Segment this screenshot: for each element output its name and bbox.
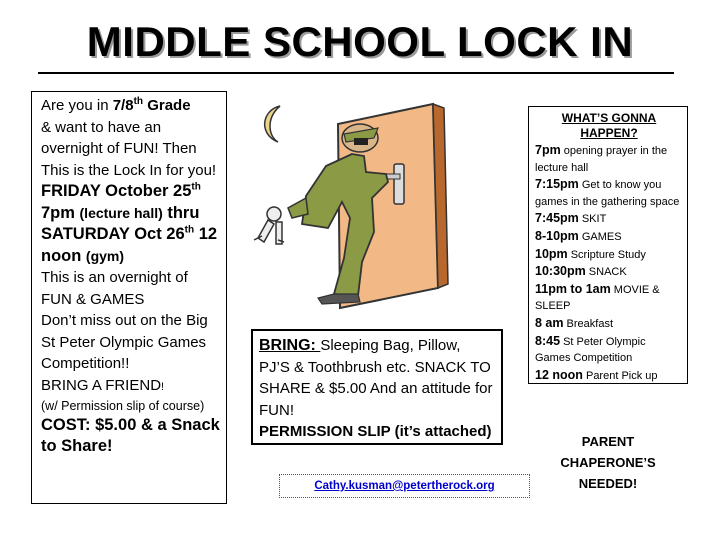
schedule-row <box>535 333 683 367</box>
schedule-event: Scripture Study <box>567 248 646 261</box>
schedule-heading: WHAT’S GONNA HAPPEN? <box>561 111 657 140</box>
friday-suffix: th <box>191 181 201 193</box>
saturday-suffix: th <box>184 224 195 236</box>
fun-text: & want to have an overnight of FUN! Then This is the Lock In for you! <box>41 118 217 179</box>
permission-note: (w/ Permission slip of course) <box>41 399 205 413</box>
door-handle-icon <box>394 164 404 204</box>
grade-number: 7/8 <box>112 97 134 114</box>
schedule-event: Parent Pick up <box>582 369 658 382</box>
permission-slip-text: PERMISSION SLIP (it’s attached) <box>259 423 492 440</box>
olympic-text: Don’t miss out on the Big St Peter Olympic Games Competition!! <box>41 312 208 372</box>
title-underline <box>38 72 674 74</box>
friend-text: BRING A FRIEND <box>41 376 162 394</box>
schedule-row <box>535 315 683 333</box>
saturday-date: SATURDAY Oct 26 <box>41 225 185 243</box>
thru-word: thru <box>162 203 200 222</box>
schedule-time: 10pm <box>535 246 568 261</box>
friday-date: FRIDAY October 25 <box>41 182 192 200</box>
cost-text: COST: $5.00 & a Snack to Share! <box>41 416 220 455</box>
schedule-time: 7:15pm <box>535 177 579 192</box>
schedule-time: 12 noon <box>535 367 583 382</box>
overnight-text: This is an overnight of FUN & GAMES <box>41 269 188 308</box>
intro-box <box>31 91 227 504</box>
moon-icon <box>265 106 280 142</box>
friend-line <box>41 375 221 399</box>
friday-time: 7pm <box>41 203 80 222</box>
grade-line <box>41 95 221 117</box>
schedule-event: St Peter Olympic Games Competition <box>535 335 646 365</box>
saturday-place: (gym) <box>85 247 125 264</box>
schedule-time: 8:45 <box>535 333 561 348</box>
schedule-event: Breakfast <box>563 317 614 330</box>
friday-place: (lecture hall) <box>79 204 163 221</box>
keys-icon <box>254 207 284 244</box>
schedule-event: Get to know you games in the gathering space <box>535 179 680 208</box>
schedule-row <box>535 176 683 210</box>
schedule-event: SKIT <box>578 213 607 226</box>
bring-label: BRING: <box>259 337 321 354</box>
email-link[interactable]: Cathy.kusman@petertherock.org <box>279 474 530 498</box>
schedule-time: 8 am <box>535 315 564 330</box>
schedule-event: SNACK <box>585 266 627 279</box>
schedule-event: MOVIE & SLEEP <box>535 283 660 313</box>
event-dates <box>41 181 221 267</box>
grade-prefix: Are you in <box>41 97 113 114</box>
schedule-time: 8-10pm <box>535 228 579 243</box>
schedule-row <box>535 142 683 176</box>
bring-box <box>251 329 503 445</box>
saturday-time: 12 noon <box>41 225 218 265</box>
schedule-row <box>535 210 683 228</box>
schedule-time: 10:30pm <box>535 264 586 279</box>
schedule-event: GAMES <box>578 230 622 243</box>
schedule-box <box>528 106 688 384</box>
schedule-row <box>535 281 683 315</box>
schedule-row <box>535 367 683 385</box>
schedule-row <box>535 228 683 246</box>
page-title: MIDDLE SCHOOL LOCK IN <box>86 18 634 65</box>
bring-items: Sleeping Bag, Pillow, PJ’S & Toothbrush etc. SNACK TO SHARE & $5.00 And an attitude for FUN! <box>259 337 493 419</box>
schedule-time: 11pm to 1am <box>535 281 611 296</box>
schedule-time: 7:45pm <box>535 211 579 226</box>
schedule-event: opening prayer in the lecture hall <box>535 145 668 174</box>
schedule-row <box>535 263 683 281</box>
schedule-time: 7pm <box>535 143 561 157</box>
friend-mark: ! <box>161 380 165 393</box>
grade-word: Grade <box>143 97 191 114</box>
parent-chaperone-note: PARENT CHAPERONE’S NEEDED! <box>560 434 656 491</box>
grade-suffix: th <box>133 96 144 107</box>
lock-in-illustration <box>248 98 512 323</box>
schedule-row <box>535 246 683 264</box>
